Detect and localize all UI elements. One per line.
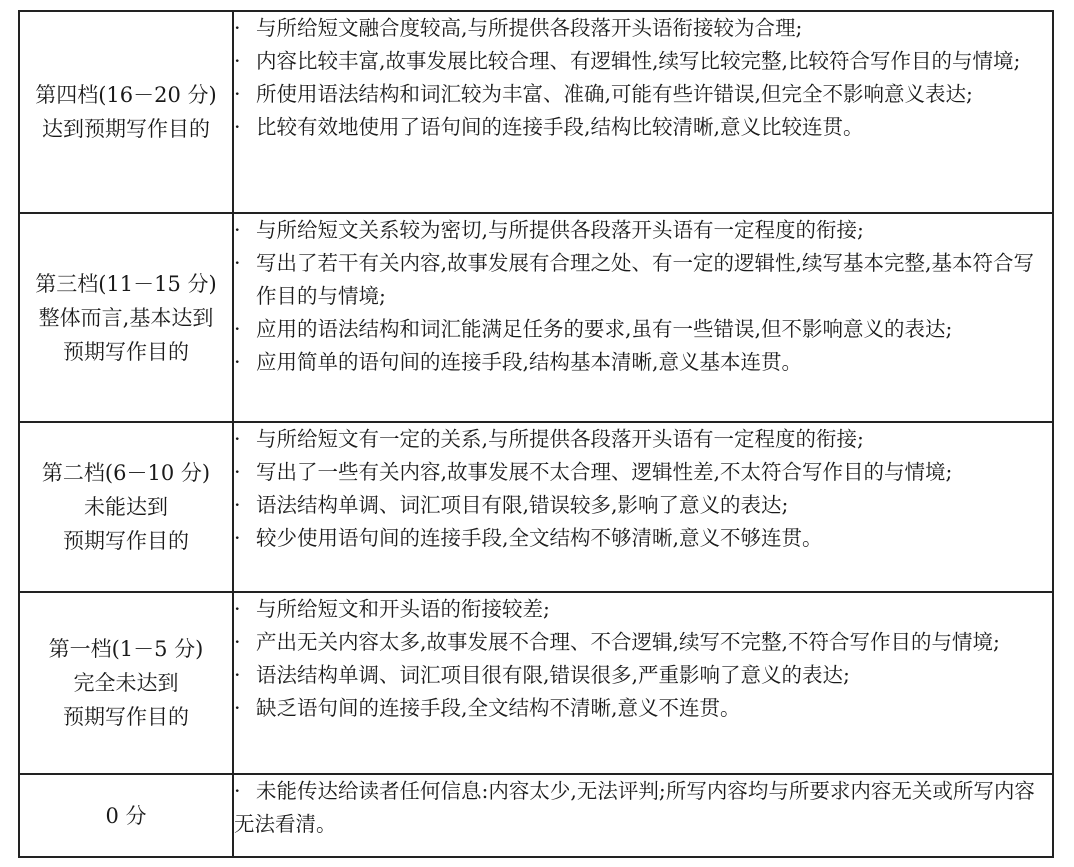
- criterion-item: · 语法结构单调、词汇项目很有限,错误很多,严重影响了意义的表达;: [234, 659, 1052, 692]
- level-description: 完全未达到: [73, 671, 179, 695]
- rubric-sheet: [18, 10, 1054, 856]
- bullet-icon: ·: [234, 218, 241, 242]
- criterion-item: · 应用简单的语句间的连接手段,结构基本清晰,意义基本连贯。: [234, 346, 1052, 379]
- level-description: 预期写作目的: [63, 705, 189, 729]
- level-cell-4: [19, 11, 233, 213]
- criterion-item: · 与所给短文关系较为密切,与所提供各段落开头语有一定程度的衔接;: [234, 214, 1052, 247]
- criterion-item: · 未能传达给读者任何信息:内容太少,无法评判;所写内容均与所要求内容无关或所写内容无法看清。: [234, 775, 1052, 841]
- table-row: [19, 213, 1053, 422]
- criterion-item: · 语法结构单调、词汇项目有限,错误较多,影响了意义的表达;: [234, 489, 1052, 522]
- table-row: [19, 11, 1053, 213]
- bullet-icon: ·: [234, 696, 241, 720]
- level-description: 预期写作目的: [63, 529, 189, 553]
- bullet-icon: ·: [234, 597, 241, 621]
- bullet-icon: ·: [234, 630, 241, 654]
- criterion-item: · 与所给短文和开头语的衔接较差;: [234, 593, 1052, 626]
- level-cell-3: [19, 213, 233, 422]
- level-label: 第三档(11－15 分): [35, 271, 217, 296]
- bullet-icon: ·: [234, 251, 241, 275]
- criteria-cell-3: [233, 213, 1053, 422]
- bullet-icon: ·: [234, 427, 241, 451]
- bullet-icon: ·: [234, 317, 241, 341]
- level-label: 第一档(1－5 分): [48, 637, 204, 661]
- bullet-icon: ·: [234, 493, 241, 517]
- bullet-icon: ·: [234, 663, 241, 687]
- level-label: 第四档(16－20 分): [35, 83, 217, 107]
- bullet-icon: ·: [234, 460, 241, 484]
- criterion-item: · 比较有效地使用了语句间的连接手段,结构比较清晰,意义比较连贯。: [234, 111, 1052, 144]
- criteria-cell-4: [233, 11, 1053, 213]
- criteria-cell-1: [233, 592, 1053, 774]
- level-cell-0: [19, 774, 233, 857]
- level-label: 0 分: [105, 803, 147, 828]
- table-row: [19, 774, 1053, 857]
- bullet-icon: ·: [234, 526, 241, 550]
- level-description: 整体而言,基本达到: [38, 305, 214, 330]
- bullet-icon: ·: [234, 49, 241, 73]
- criterion-item: · 写出了一些有关内容,故事发展不太合理、逻辑性差,不太符合写作目的与情境;: [234, 456, 1052, 489]
- table-row: [19, 422, 1053, 592]
- criteria-cell-2: [233, 422, 1053, 592]
- level-description: 未能达到: [84, 495, 168, 519]
- bullet-icon: ·: [234, 16, 241, 40]
- bullet-icon: ·: [234, 779, 241, 803]
- level-description: 预期写作目的: [63, 339, 189, 364]
- criterion-item: · 与所给短文有一定的关系,与所提供各段落开头语有一定程度的衔接;: [234, 423, 1052, 456]
- criterion-item: · 内容比较丰富,故事发展比较合理、有逻辑性,续写比较完整,比较符合写作目的与情境;: [234, 45, 1052, 78]
- criterion-item: · 与所给短文融合度较高,与所提供各段落开头语衔接较为合理;: [234, 12, 1052, 45]
- scoring-rubric-table: [18, 10, 1054, 858]
- table-row: [19, 592, 1053, 774]
- level-label: 第二档(6－10 分): [41, 461, 211, 485]
- criterion-item: · 所使用语法结构和词汇较为丰富、准确,可能有些许错误,但完全不影响意义表达;: [234, 78, 1052, 111]
- criteria-cell-0: [233, 774, 1053, 857]
- criterion-item: · 较少使用语句间的连接手段,全文结构不够清晰,意义不够连贯。: [234, 522, 1052, 555]
- criterion-item: · 写出了若干有关内容,故事发展有合理之处、有一定的逻辑性,续写基本完整,基本符合写作目的与情境;: [234, 247, 1052, 313]
- bullet-icon: ·: [234, 350, 241, 374]
- criterion-item: · 缺乏语句间的连接手段,全文结构不清晰,意义不连贯。: [234, 692, 1052, 725]
- level-description: 达到预期写作目的: [42, 117, 210, 141]
- criterion-item: · 产出无关内容太多,故事发展不合理、不合逻辑,续写不完整,不符合写作目的与情境;: [234, 626, 1052, 659]
- bullet-icon: ·: [234, 82, 241, 106]
- level-cell-2: [19, 422, 233, 592]
- bullet-icon: ·: [234, 115, 241, 139]
- level-cell-1: [19, 592, 233, 774]
- criterion-item: · 应用的语法结构和词汇能满足任务的要求,虽有一些错误,但不影响意义的表达;: [234, 313, 1052, 346]
